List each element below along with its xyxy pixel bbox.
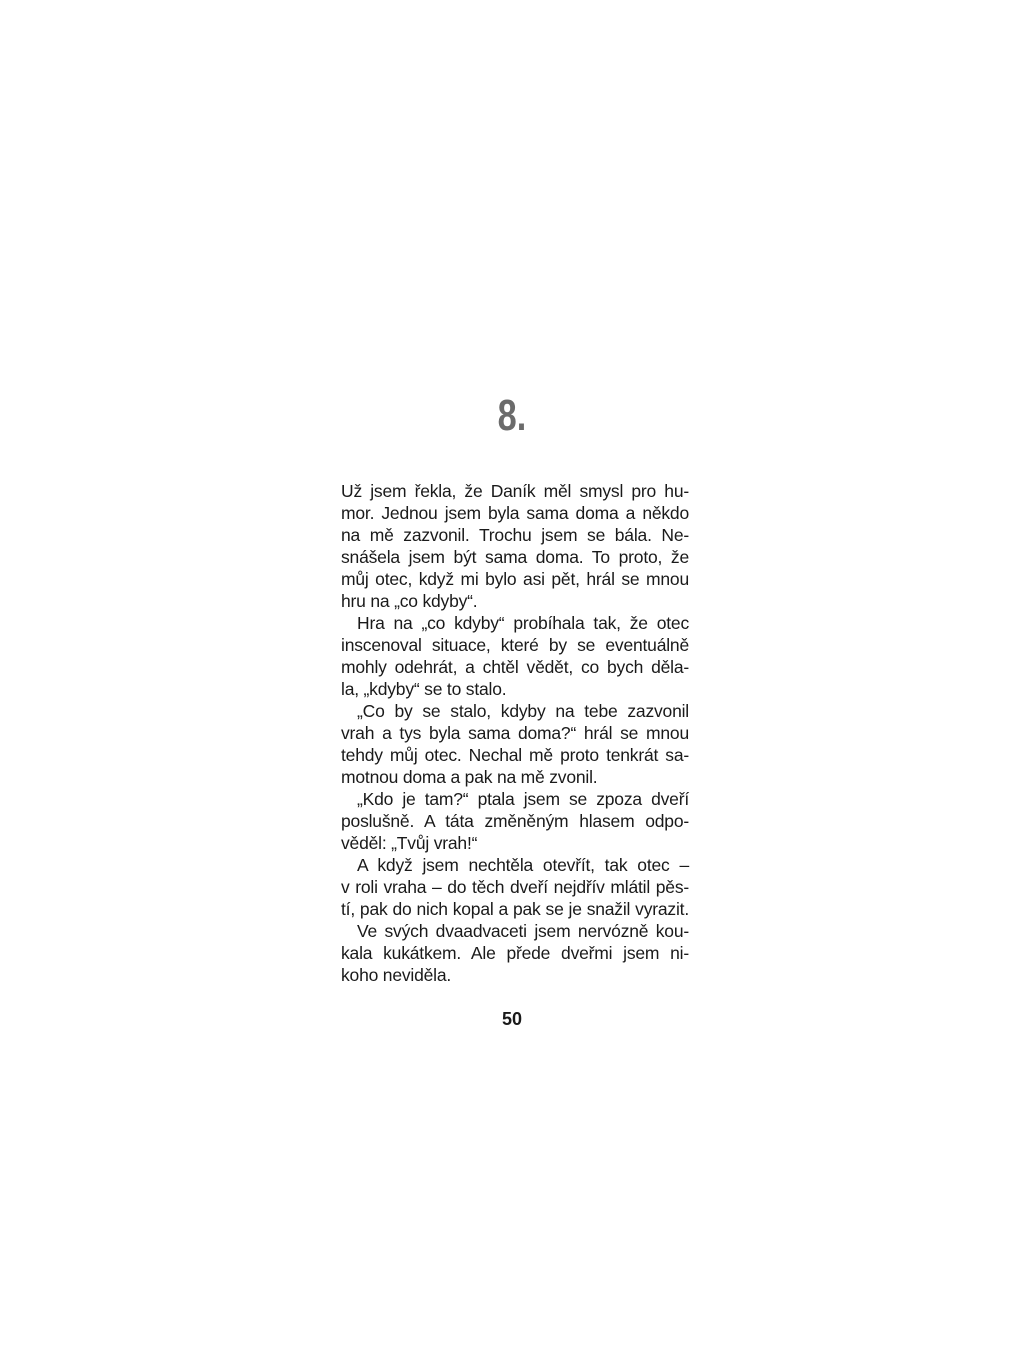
paragraph-5 (341, 854, 689, 920)
text-line: „Co by se stalo, kdyby na tebe zazvonil (357, 701, 689, 721)
text-line: Ve svých dvaadvaceti jsem nervózně kou- (357, 921, 689, 941)
text-line: motnou doma a pak na mě zvonil. (341, 767, 598, 787)
paragraph-2 (341, 612, 689, 700)
paragraph-6 (341, 920, 689, 986)
text-line: tí, pak do nich kopal a pak se je snažil vyrazit. (341, 899, 689, 919)
page-number: 50 (501, 1009, 523, 1029)
text-line: kala kukátkem. Ale přede dveřmi jsem ni- (341, 943, 689, 963)
body-text (341, 480, 689, 986)
text-line: v roli vraha – do těch dveří nejdřív mlátil pěs- (341, 877, 689, 897)
text-line: koho neviděla. (341, 965, 452, 985)
paragraph-1 (341, 480, 689, 612)
paragraph-4 (341, 788, 689, 854)
text-line: mohly odehrát, a chtěl vědět, co bych děla- (341, 657, 689, 677)
text-line: inscenoval situace, které by se eventuálně (341, 635, 689, 655)
text-line: hru na „co kdyby“. (341, 591, 478, 611)
text-line: „Kdo je tam?“ ptala jsem se zpoza dveří (357, 789, 689, 809)
text-line: mor. Jednou jsem byla sama doma a někdo (341, 503, 689, 523)
text-line: vrah a tys byla sama doma?“ hrál se mnou (341, 723, 689, 743)
text-line: Hra na „co kdyby“ probíhala tak, že otec (357, 613, 689, 633)
text-line: můj otec, když mi bylo asi pět, hrál se mnou (341, 569, 689, 589)
chapter-number: 8. (497, 391, 527, 440)
text-line: snášela jsem být sama doma. To proto, že (341, 547, 689, 567)
text-line: Už jsem řekla, že Daník měl smysl pro hu- (341, 481, 689, 501)
text-line: věděl: „Tvůj vrah!“ (341, 833, 478, 853)
text-line: tehdy můj otec. Nechal mě proto tenkrát sa- (341, 745, 689, 765)
text-line: A když jsem nechtěla otevřít, tak otec – (357, 855, 689, 875)
text-line: poslušně. A táta změněným hlasem odpo- (341, 811, 689, 831)
text-line: la, „kdyby“ se to stalo. (341, 679, 507, 699)
paragraph-3 (341, 700, 689, 788)
text-line: na mě zazvonil. Trochu jsem se bála. Ne- (341, 525, 689, 545)
